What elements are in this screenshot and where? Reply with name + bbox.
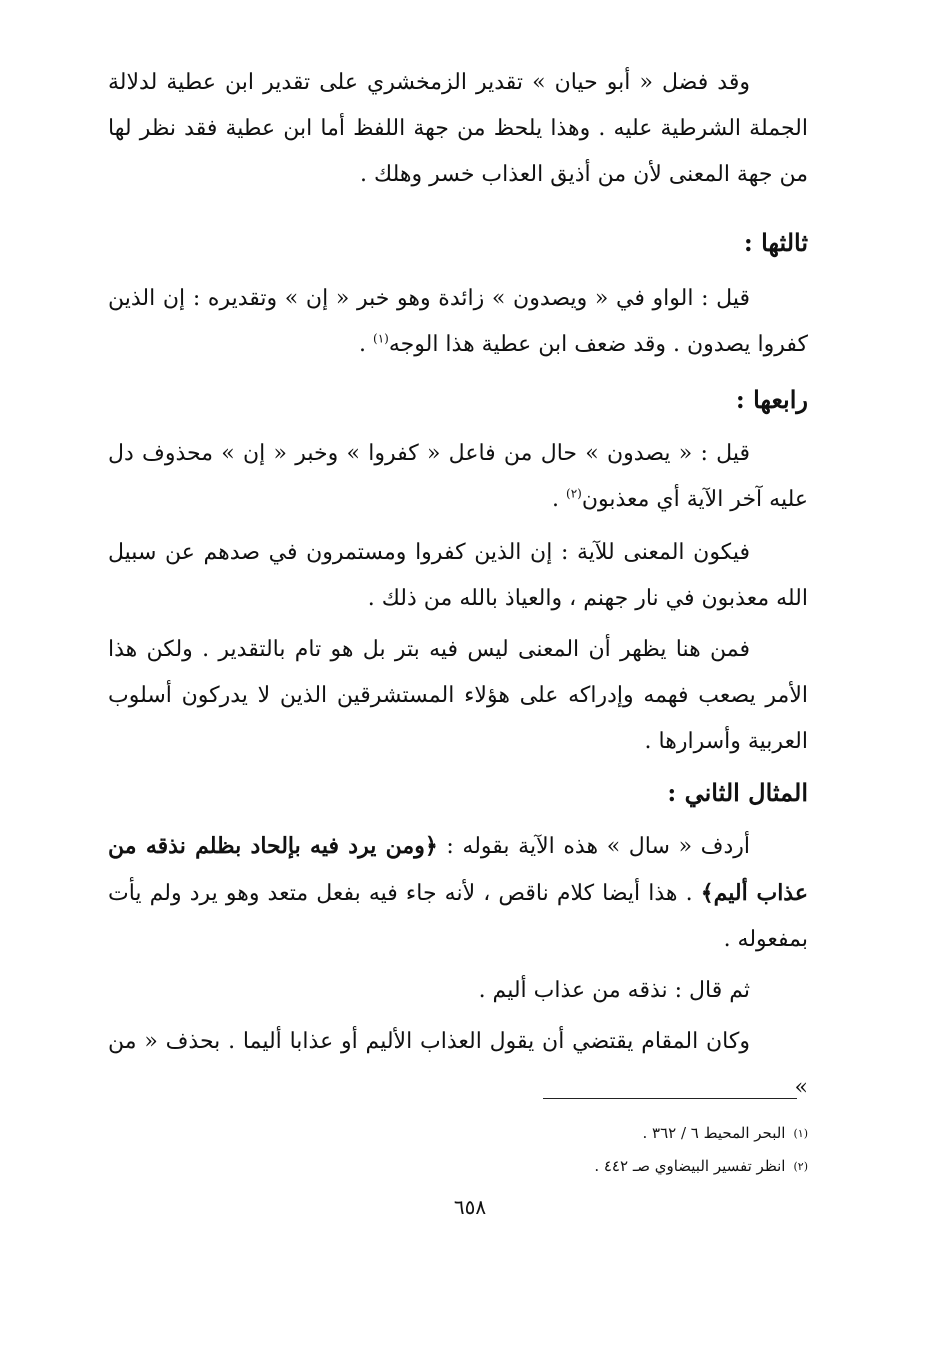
paragraph-4 <box>108 431 808 523</box>
paragraph-5 <box>108 530 808 622</box>
paragraph-3 <box>108 276 808 368</box>
paragraph-1-text: وقد فضل « أبو حيان » تقدير الزمخشري على تقدير ابن عطية لدلالة الجملة الشرطية عليه . وهذا يلحظ من جهة اللفظ أما ابن عطية فقد نظر لها من جهة المعنى لأن من أذيق العذاب خسر وهلك . <box>108 70 808 187</box>
heading-fourth: رابعها : <box>735 385 808 414</box>
paragraph-6 <box>108 627 808 765</box>
paragraph-4-end: . <box>552 487 566 512</box>
paragraph-6-text: فمن هنا يظهر أن المعنى ليس فيه بتر بل هو تام بالتقدير . ولكن هذا الأمر يصعب فهمه وإدراكه على هؤلاء المستشرقين الذين لا يدركون أسلوب العربية وأسرارها . <box>108 637 808 754</box>
footnotes <box>108 1117 808 1183</box>
footnote-1 <box>108 1117 808 1150</box>
footnote-ref-2: (٢) <box>566 486 582 501</box>
paragraph-9-text: ثم قال : نذقه من عذاب أليم . <box>478 978 750 1003</box>
footnote-1-text: البحر المحيط ٦ / ٣٦٢ . <box>642 1124 786 1142</box>
footnote-divider <box>543 1098 797 1099</box>
footnote-2-number: (٢) <box>793 1160 808 1173</box>
footnote-ref-1: (١) <box>373 331 389 346</box>
footnote-2-text: انظر تفسير البيضاوي صـ ٤٤٢ . <box>594 1157 786 1175</box>
footnote-2 <box>108 1150 808 1183</box>
footnote-1-number: (١) <box>793 1127 808 1140</box>
paragraph-3-end: . <box>359 332 374 357</box>
paragraph-5-text: فيكون المعنى للآية : إن الذين كفروا ومستمرون في صدهم عن سبيل الله معذبون في نار جهنم ، والعياذ بالله من ذلك . <box>108 540 808 611</box>
paragraph-8-rest: . هذا أيضا كلام ناقص ، لأنه جاء فيه بفعل متعد وهو يرد ولم يأت بمفعوله . <box>108 881 808 952</box>
paragraph-3-text: قيل : الواو في « ويصدون » زائدة وهو خبر « إن » وتقديره : إن الذين كفروا يصدون . وقد ضعف ابن عطية هذا الوجه <box>108 286 808 357</box>
heading-second-example: المثال الثاني : <box>667 778 808 807</box>
paragraph-8 <box>108 823 808 963</box>
heading-third: ثالثها : <box>743 228 808 257</box>
page-number: ٦٥٨ <box>453 1195 487 1219</box>
paragraph-4-text: قيل : « يصدون » حال من فاعل « كفروا » وخبر « إن » محذوف دل عليه آخر الآية أي معذبون <box>108 441 808 512</box>
paragraph-1 <box>108 60 808 198</box>
paragraph-10-text: وكان المقام يقتضي أن يقول العذاب الأليم أو عذابا أليما . بحذف « من » <box>108 1029 808 1100</box>
paragraph-9 <box>108 968 808 1014</box>
paragraph-8-intro: أردف « سال » هذه الآية بقوله : <box>437 834 751 859</box>
quran-quote: ﴿ومن يرد فيه بإلحاد بظلم نذقه من عذاب أليم﴾ <box>108 833 808 906</box>
